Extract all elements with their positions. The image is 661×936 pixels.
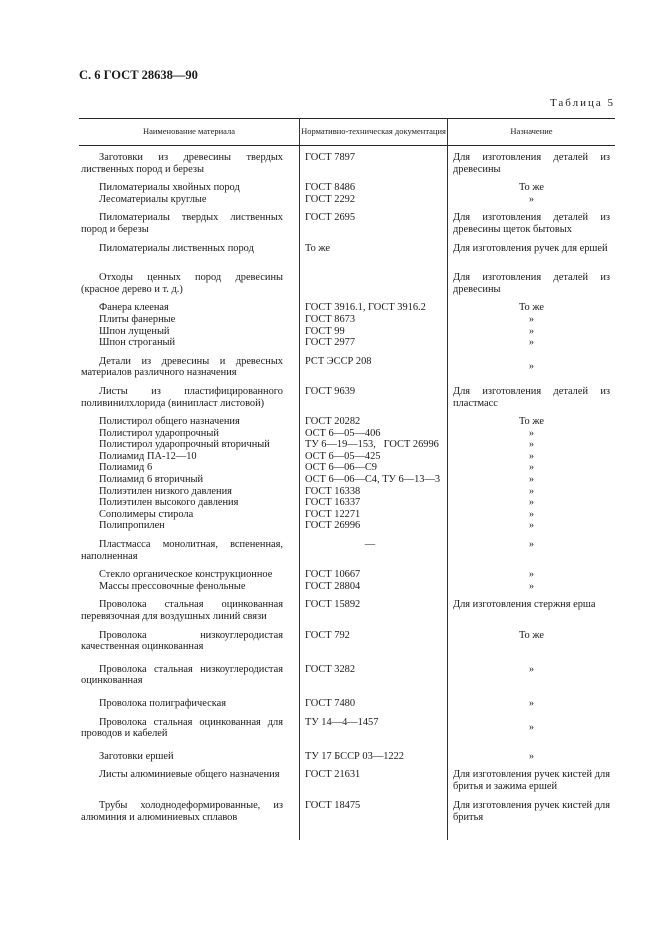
table-row: [79, 486, 615, 498]
table-row: [79, 800, 615, 823]
material-purpose: То же: [518, 182, 544, 194]
table-row: [79, 416, 615, 428]
material-name: Листы алюминиевые общего назначения: [99, 769, 280, 781]
material-doc: ТУ 14—4—1457: [305, 716, 379, 728]
material-purpose: »: [528, 497, 535, 509]
material-doc: ТУ 6—19—153, ГОСТ 26996: [305, 439, 439, 451]
material-doc: ГОСТ 20282: [305, 416, 361, 428]
material-purpose: »: [528, 337, 535, 349]
material-doc: ГОСТ 15892: [305, 599, 361, 611]
material-doc: ОСТ 6—05—406: [305, 427, 381, 439]
material-purpose: Для изготовления ручек для ершей: [453, 242, 608, 254]
material-purpose: »: [528, 360, 535, 372]
material-purpose: Для изготовления стержня ерша: [453, 599, 596, 611]
material-doc: ГОСТ 2977: [305, 337, 356, 349]
table-row: [79, 569, 615, 581]
material-name: Заготовки ершей: [99, 750, 174, 762]
table-row: [79, 386, 615, 409]
material-name: Полиэтилен высокого давления: [99, 497, 239, 509]
table-row: [79, 152, 615, 175]
material-name: Шпон строганый: [99, 337, 176, 349]
material-purpose: То же: [518, 416, 544, 428]
material-doc: ГОСТ 2695: [305, 212, 356, 224]
page-title: С. 6 ГОСТ 28638—90: [79, 68, 198, 82]
table-row: [79, 272, 615, 295]
table-label: Таблица 5: [549, 97, 615, 109]
material-name: Пиломатериалы лиственных пород: [99, 242, 254, 254]
material-name: Проволока стальная оцинкованная для проводов и кабелей: [81, 716, 283, 740]
material-name: Сополимеры стирола: [99, 508, 194, 520]
table-row: [79, 212, 615, 235]
material-purpose: »: [528, 569, 535, 581]
material-purpose: »: [528, 450, 535, 462]
material-name: Проволока низкоуглеродистая качественная оцинкованная: [81, 629, 283, 653]
material-name: Лесоматериалы круглые: [99, 193, 207, 205]
material-name: Проволока стальная низкоуглеродистая оцинкованная: [81, 663, 283, 687]
material-name: Проволока стальная оцинкованная перевязочная для воздушных линий связи: [81, 599, 283, 622]
table-row: [79, 462, 615, 474]
material-name: Пиломатериалы хвойных пород: [99, 182, 240, 194]
table-row: [79, 520, 615, 532]
table-row: [79, 337, 615, 349]
material-doc: ГОСТ 792: [305, 629, 350, 641]
material-doc: ГОСТ 7897: [305, 152, 356, 163]
material-name: Полипропилен: [99, 520, 165, 532]
table-body: [79, 152, 615, 823]
material-purpose: »: [528, 462, 535, 474]
material-purpose: Для изготовления ручек кистей для бритья и зажима ершей: [453, 769, 610, 792]
material-name: Полиэтилен низкого давления: [99, 485, 232, 497]
material-purpose: »: [528, 697, 535, 709]
material-name: Полиамид 6: [99, 462, 153, 474]
table-row: [79, 751, 615, 763]
material-doc: ГОСТ 8673: [305, 313, 356, 325]
material-doc: ОСТ 6—05—425: [305, 450, 381, 462]
material-name: Полистирол ударопрочный вторичный: [99, 439, 270, 451]
material-doc: ГОСТ 12271: [305, 508, 361, 520]
material-purpose: »: [528, 520, 535, 532]
table-row: [79, 451, 615, 463]
material-doc: ГОСТ 3282: [305, 663, 356, 675]
material-doc: РСТ ЭССР 208: [305, 355, 372, 367]
material-doc: —: [364, 539, 376, 551]
material-doc: ГОСТ 16337: [305, 497, 361, 509]
table-row: [79, 581, 615, 593]
table-row: [79, 630, 615, 653]
material-purpose: Для изготовления ручек кистей для бритья: [453, 799, 610, 823]
material-name: Пиломатериалы твердых лиственных пород и березы: [81, 212, 283, 235]
material-name: Полистирол ударопрочный: [99, 427, 219, 439]
material-purpose: Для изготовления деталей из пластмасс: [453, 385, 610, 409]
material-purpose: То же: [518, 629, 544, 641]
material-purpose: »: [528, 427, 535, 439]
table-row: [79, 314, 615, 326]
table-row: [79, 194, 615, 206]
material-purpose: »: [528, 313, 535, 325]
table-row: [79, 182, 615, 194]
material-name: Плиты фанерные: [99, 313, 176, 325]
material-doc: ГОСТ 2292: [305, 193, 356, 205]
table-row: [79, 497, 615, 509]
material-doc: ОСТ 6—06—С4, ТУ 6—13—3: [305, 474, 441, 486]
material-purpose: То же: [518, 302, 544, 314]
material-name: Стекло органическое конструкционное: [99, 569, 273, 581]
material-name: Детали из древесины и древесных материалов различного назначения: [81, 355, 283, 379]
material-doc: ГОСТ 26996: [305, 520, 361, 532]
column-header-doc: Нормативно-техническая документация: [301, 126, 446, 136]
material-doc: ГОСТ 18475: [305, 799, 361, 811]
material-purpose: »: [528, 474, 535, 486]
table-row: [79, 599, 615, 622]
material-purpose: Для изготовления деталей из древесины: [453, 152, 610, 175]
material-purpose: Для изготовления деталей из древесины щеток бытовых: [453, 212, 610, 235]
material-purpose: »: [528, 193, 535, 205]
material-name: Полистирол общего назначения: [99, 416, 240, 428]
material-name: Заготовки из древесины твердых лиственных пород и березы: [81, 152, 283, 175]
material-purpose: »: [528, 539, 535, 551]
material-doc: ГОСТ 28804: [305, 580, 361, 592]
material-doc: ОСТ 6—06—С9: [305, 462, 377, 474]
material-doc: ГОСТ 10667: [305, 569, 361, 581]
table-row: [79, 302, 615, 314]
material-name: Полиамид 6 вторичный: [99, 474, 204, 486]
material-purpose: »: [528, 663, 535, 675]
material-purpose: »: [528, 439, 535, 451]
material-purpose: »: [528, 750, 535, 762]
material-doc: То же: [305, 242, 331, 254]
material-name: Шпон лущеный: [99, 325, 170, 337]
table-row: [79, 509, 615, 521]
material-purpose: »: [528, 485, 535, 497]
material-doc: ГОСТ 99: [305, 325, 345, 337]
material-name: Массы прессовочные фенольные: [99, 580, 246, 592]
table-row: [79, 474, 615, 486]
material-name: Пластмасса монолитная, вспененная, наполненная: [81, 539, 283, 562]
material-doc: ТУ 17 БССР 03—1222: [305, 750, 404, 762]
material-name: Фанера клееная: [99, 302, 169, 314]
material-name: Листы из пластифицированного поливинилхлорида (винипласт листовой): [81, 385, 283, 409]
table-row: [79, 717, 615, 740]
table-row: [79, 439, 615, 451]
material-doc: ГОСТ 3916.1, ГОСТ 3916.2: [305, 302, 426, 314]
column-header-purpose: Назначение: [510, 126, 553, 136]
material-doc: ГОСТ 7480: [305, 697, 356, 709]
table-row: [79, 326, 615, 338]
table-row: [79, 539, 615, 562]
table-row: [79, 664, 615, 687]
material-purpose: »: [528, 508, 535, 520]
material-purpose: »: [528, 325, 535, 337]
material-doc: ГОСТ 21631: [305, 769, 361, 781]
material-doc: ГОСТ 16338: [305, 485, 361, 497]
material-doc: ГОСТ 8486: [305, 182, 356, 194]
material-purpose: Для изготовления деталей из древесины: [453, 272, 610, 295]
table-row: [79, 698, 615, 710]
material-purpose: »: [528, 580, 535, 592]
material-doc: ГОСТ 9639: [305, 385, 356, 397]
table-row: [79, 243, 615, 255]
table-row: [79, 356, 615, 379]
material-purpose: »: [528, 721, 535, 733]
table-row: [79, 769, 615, 792]
material-name: Проволока полиграфическая: [99, 697, 226, 709]
table-row: [79, 428, 615, 440]
material-name: Отходы ценных пород древесины (красное дерево и т. д.): [81, 272, 283, 295]
table-header-rule: [79, 145, 615, 146]
column-header-name: Наименование материала: [142, 126, 236, 136]
material-name: Полиамид ПА-12—10: [99, 450, 197, 462]
material-name: Трубы холоднодеформированные, из алюминия и алюминиевых сплавов: [81, 799, 283, 823]
